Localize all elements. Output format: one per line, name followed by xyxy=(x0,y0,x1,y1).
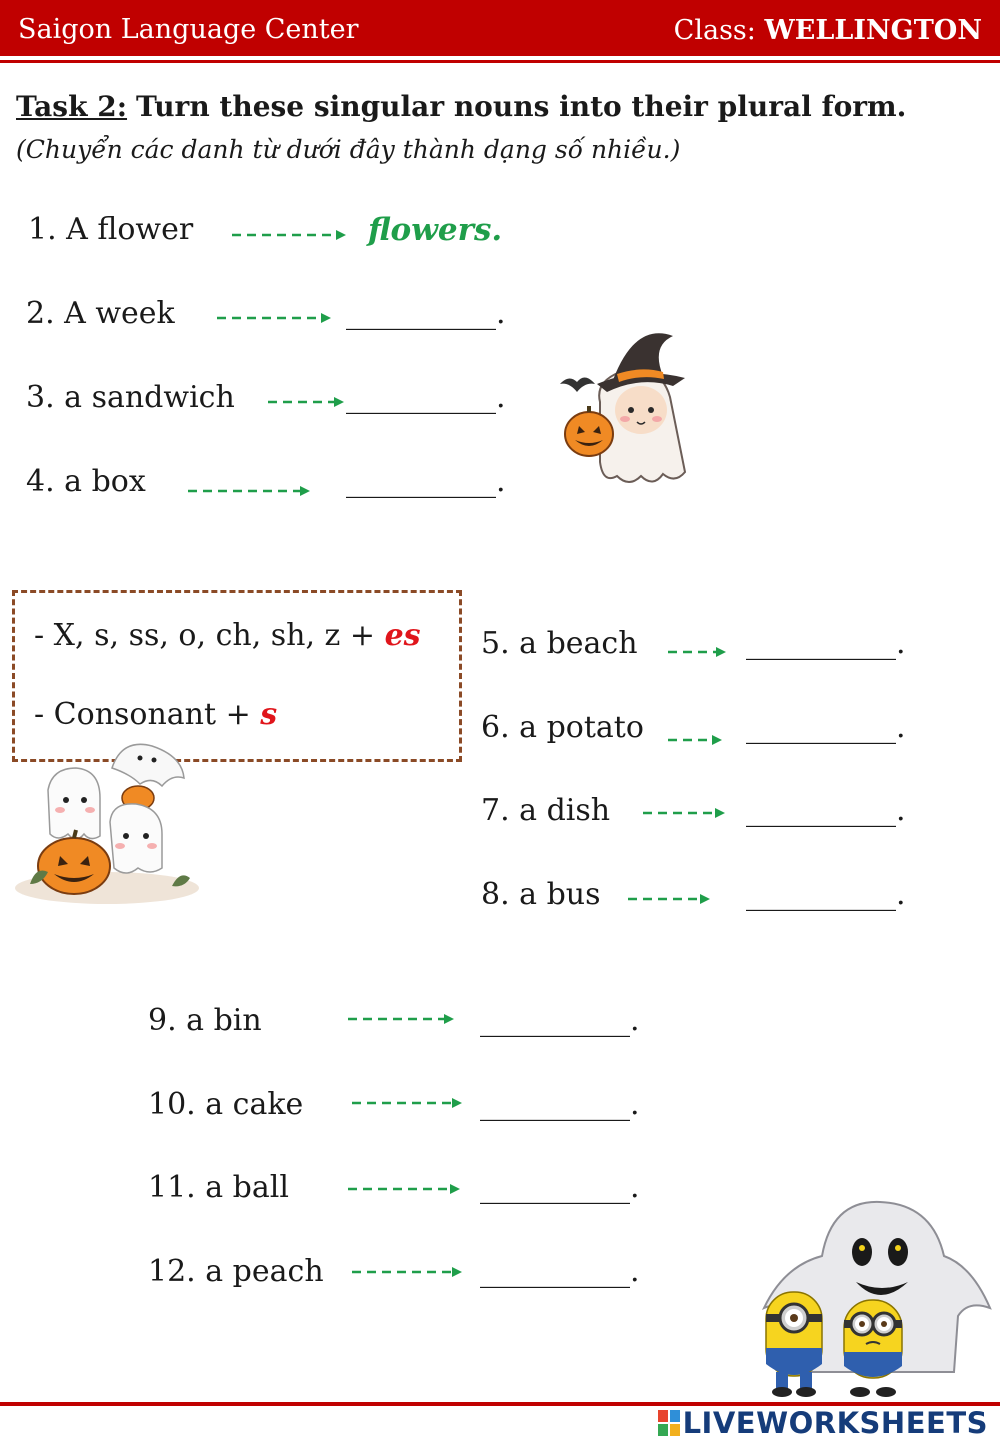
header-divider xyxy=(0,60,1000,63)
answer-field[interactable]: __________. xyxy=(746,877,906,912)
school-name: Saigon Language Center xyxy=(18,14,359,45)
brand-logo xyxy=(658,1406,988,1440)
task-instruction: Turn these singular nouns into their plural form. xyxy=(135,90,907,123)
item-prompt: 6. a potato xyxy=(481,710,644,745)
arrow-icon xyxy=(352,1265,464,1279)
arrow-icon xyxy=(188,484,312,498)
ghost-witch-hat-icon xyxy=(555,322,715,492)
arrow-icon xyxy=(348,1182,462,1196)
rule-box xyxy=(12,590,462,762)
task-title xyxy=(16,86,976,171)
rule-text: - X, s, ss, o, ch, sh, z + xyxy=(34,618,385,653)
rule-es xyxy=(34,618,421,653)
answer-field[interactable]: __________. xyxy=(746,626,906,661)
arrow-icon xyxy=(628,892,712,906)
arrow-icon xyxy=(352,1096,464,1110)
item-prompt: 5. a beach xyxy=(481,626,638,661)
rule-suffix: es xyxy=(384,618,421,653)
answer-field[interactable]: __________. xyxy=(346,464,506,499)
item-prompt: 10. a cake xyxy=(148,1087,304,1122)
arrow-icon xyxy=(668,645,728,659)
answer-field[interactable]: __________. xyxy=(480,1003,640,1038)
rule-s xyxy=(34,697,277,732)
ghosts-pumpkins-icon xyxy=(12,738,202,908)
rule-suffix: s xyxy=(260,697,278,732)
ghost-minions-icon xyxy=(762,1196,994,1400)
answer-field[interactable]: __________. xyxy=(480,1170,640,1205)
task-label: Task 2: xyxy=(16,90,128,123)
item-prompt: 4. a box xyxy=(26,464,146,499)
brand-name: LIVEWORKSHEETS xyxy=(682,1406,988,1440)
arrow-icon xyxy=(232,228,348,242)
arrow-icon xyxy=(217,311,333,325)
arrow-icon xyxy=(643,806,727,820)
answer-field[interactable]: __________. xyxy=(746,710,906,745)
answer-field[interactable]: __________. xyxy=(346,296,506,331)
answer-field[interactable]: __________. xyxy=(480,1254,640,1289)
item-prompt: 9. a bin xyxy=(148,1003,262,1038)
class-name: WELLINGTON xyxy=(764,15,982,46)
class-info xyxy=(674,15,982,46)
class-label: Class: xyxy=(673,15,756,46)
item-prompt: 2. A week xyxy=(26,296,175,331)
item-prompt: 11. a ball xyxy=(148,1170,289,1205)
arrow-icon xyxy=(268,395,346,409)
answer-field[interactable]: flowers. xyxy=(368,212,503,248)
liveworksheets-logo-icon xyxy=(658,1410,680,1436)
answer-field[interactable]: __________. xyxy=(346,380,506,415)
item-prompt: 1. A flower xyxy=(28,212,194,247)
task-translation: (Chuyển các danh từ dưới đây thành dạng số nhiều.) xyxy=(16,135,681,164)
arrow-icon xyxy=(668,733,724,747)
item-prompt: 8. a bus xyxy=(481,877,601,912)
item-prompt: 12. a peach xyxy=(148,1254,324,1289)
item-prompt: 7. a dish xyxy=(481,793,611,828)
answer-field[interactable]: __________. xyxy=(746,793,906,828)
item-prompt: 3. a sandwich xyxy=(26,380,235,415)
answer-field[interactable]: __________. xyxy=(480,1087,640,1122)
arrow-icon xyxy=(348,1012,456,1026)
rule-text: - Consonant + xyxy=(34,697,261,732)
